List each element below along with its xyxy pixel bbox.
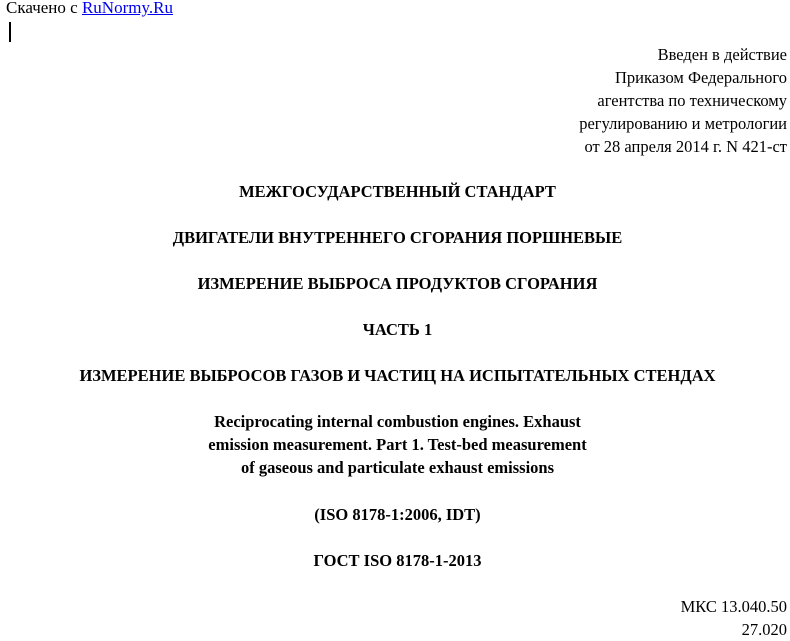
enactment-line: Приказом Федерального bbox=[614, 68, 787, 87]
standard-type-heading: МЕЖГОСУДАРСТВЕННЫЙ СТАНДАРТ bbox=[239, 182, 556, 201]
source-link[interactable]: RuNormy.Ru bbox=[81, 0, 173, 17]
document-title-line2: ИЗМЕРЕНИЕ ВЫБРОСА ПРОДУКТОВ СГОРАНИЯ bbox=[197, 274, 598, 293]
iso-reference: (ISO 8178-1:2006, IDT) bbox=[314, 505, 481, 524]
gost-number: ГОСТ ISO 8178-1-2013 bbox=[313, 551, 482, 570]
part-title: ИЗМЕРЕНИЕ ВЫБРОСОВ ГАЗОВ И ЧАСТИЦ НА ИСПЫТАТЕЛЬНЫХ СТЕНДАХ bbox=[79, 366, 716, 385]
classification-code: МКС 13.040.50 bbox=[680, 597, 787, 616]
english-title-line: of gaseous and particulate exhaust emissions bbox=[240, 458, 555, 477]
enactment-line: Введен в действие bbox=[657, 45, 787, 64]
document-title-line1: ДВИГАТЕЛИ ВНУТРЕННЕГО СГОРАНИЯ ПОРШНЕВЫЕ bbox=[172, 228, 623, 247]
english-title-line: emission measurement. Part 1. Test-bed measurement bbox=[208, 435, 587, 454]
classification-code: 27.020 bbox=[741, 620, 787, 639]
enactment-line: агентства по техническому bbox=[597, 91, 787, 110]
enactment-line: от 28 апреля 2014 г. N 421-ст bbox=[584, 137, 787, 156]
english-title-line: Reciprocating internal combustion engines. Exhaust bbox=[214, 412, 581, 431]
source-prefix: Скачено с bbox=[6, 0, 82, 17]
enactment-line: регулированию и метрологии bbox=[579, 114, 787, 133]
part-heading: ЧАСТЬ 1 bbox=[362, 320, 433, 339]
source-line bbox=[6, 0, 173, 18]
enactment-note bbox=[579, 43, 787, 158]
text-cursor bbox=[9, 22, 11, 42]
